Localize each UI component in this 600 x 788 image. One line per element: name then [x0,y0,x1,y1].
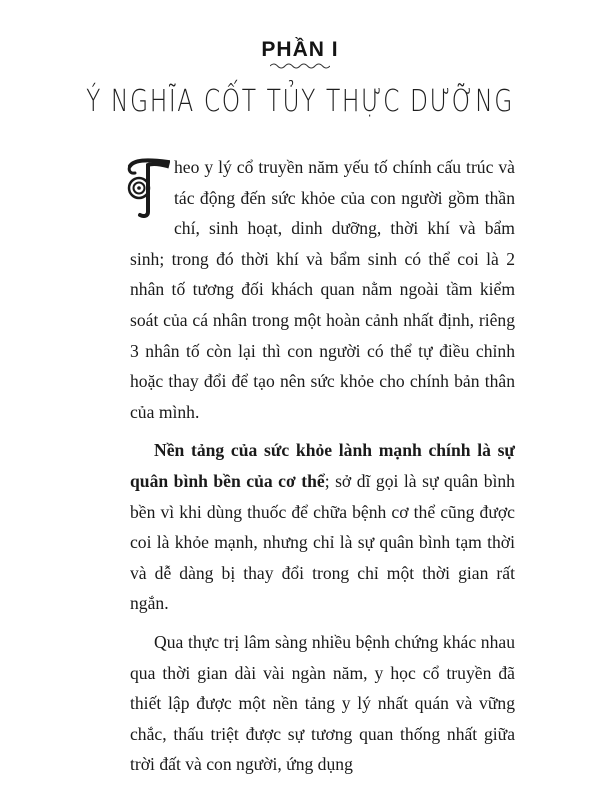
dropcap-t-icon [126,156,170,218]
decorative-wave-divider [270,62,330,70]
part-label: PHẦN I [261,38,339,61]
body-text [130,152,515,788]
paragraph-1 [130,152,515,427]
paragraph-3-text: Qua thực trị lâm sàng nhiều bệnh chứng khác nhau qua thời gian dài vài ngàn năm, y học cổ truyền đã thiết lập được một nền tảng y lý nhất quán và vững chắc, thấu triệt được sự tương quan thống nhất giữa trời đất và con người, ứng dụng [130,631,515,775]
paragraph-2-bold-text: Nền tảng của sức khỏe lành mạnh chính là sự quân bình bền của cơ thể [130,440,515,491]
dropcap [126,156,170,218]
chapter-title: Ý NGHĨA CỐT TỦY THỰC DƯỠNG [86,84,514,119]
paragraph-1-text: heo y lý cổ truyền năm yếu tố chính cấu trúc và tác động đến sức khỏe của con người gồm thần chí, sinh hoạt, dinh dưỡng, thời khí và bẩm sinh; trong đó thời khí và bẩm sinh có thể coi là 2 nhân tố tương đối khách quan nằm ngoài tầm kiểm soát của cá nhân trong một hoàn cảnh nhất định, riêng 3 nhân tố còn lại thì con người có thể tự điều chỉnh hoặc thay đổi để tạo nên sức khỏe cho chính bản thân của mình. [130,157,515,422]
paragraph-2-text: ; sở dĩ gọi là sự quân bình bền vì khi dùng thuốc để chữa bệnh cơ thể cũng được coi là khỏe mạnh, nhưng chỉ là sự quân bình tạm thời và dễ dàng bị thay đổi trong chỉ một thời gian rất ngắn. [130,470,515,614]
paragraph-2 [130,435,515,619]
paragraph-3 [130,627,515,780]
